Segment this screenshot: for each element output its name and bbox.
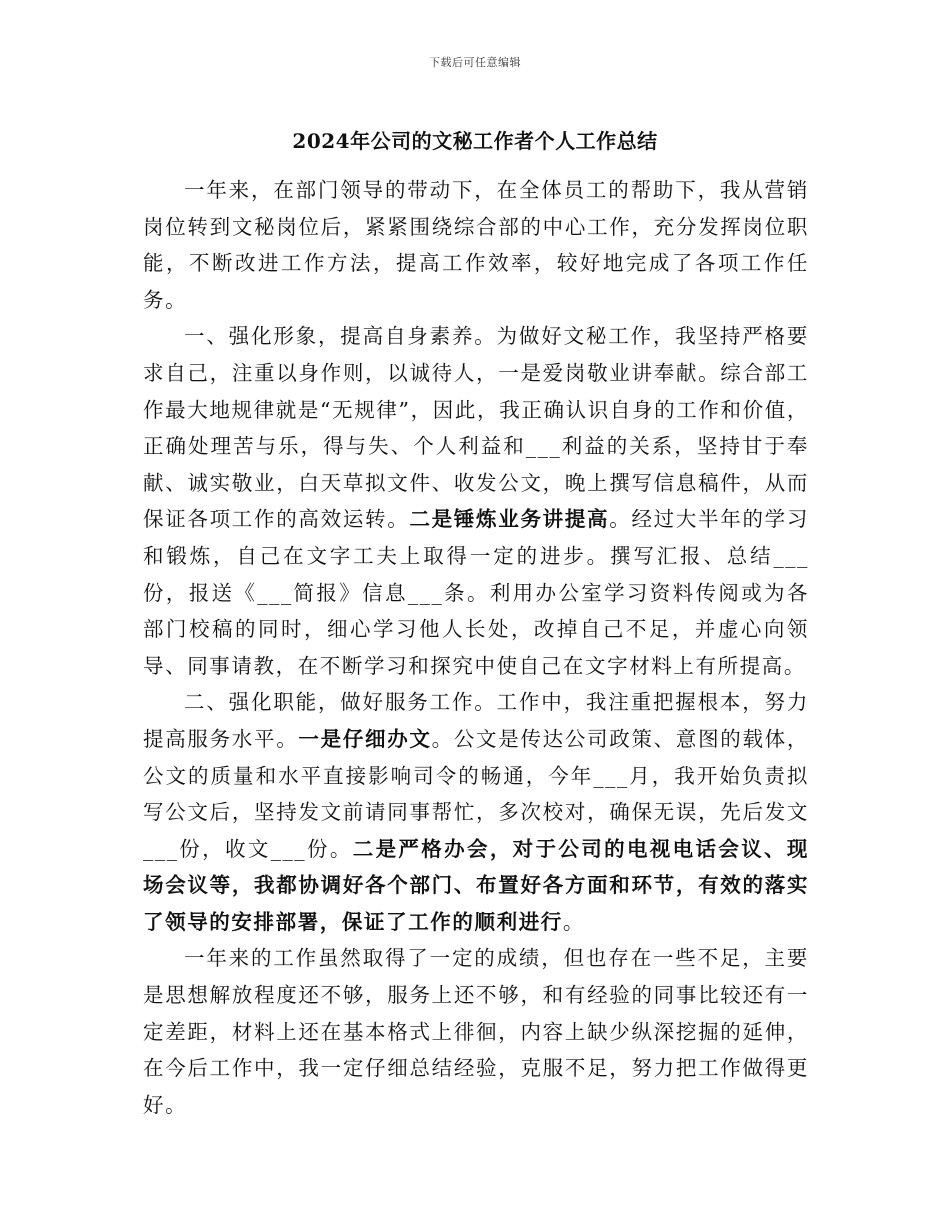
header-note: 下载后可任意编辑 [429, 56, 521, 69]
paragraph-text: 。经过大半年的学习和锻炼，自己在文字工夫上取得一定的进步。撰写汇报、总结___份，报送《___简报》信息___条。利用办公室学习资料传阅或为各部门校稿的同时，细心学习他人长处，改掉自己不足，并虚心向领导、同事请教，在不断学习和探究中使自己在文字材料上有所提高。 [143, 507, 809, 678]
paragraph-text: 一年来，在部门领导的带动下，在全体员工的帮助下，我从营销岗位转到文秘岗位后，紧紧围绕综合部的中心工作，充分发挥岗位职能，不断改进工作方法，提高工作效率，较好地完成了各项工作任务。 [143, 178, 809, 312]
paragraph-intro [143, 172, 809, 318]
document-body [143, 172, 809, 1123]
paragraph-section-two [143, 684, 809, 940]
paragraph-section-one [143, 318, 809, 684]
paragraph-conclusion [143, 940, 809, 1123]
bold-heading-text: 二是锤炼业务讲提高 [409, 507, 610, 532]
paragraph-text: 。 [562, 909, 586, 934]
bold-heading-text: 一是仔细办文 [298, 726, 432, 751]
paragraph-text: 一、强化形象，提高自身素养。为做好文秘工作，我坚持严格要求自己，注重以身作则，以诚待人，一是爱岗敬业讲奉献。综合部工作最大地规律就是“无规律”，因此，我正确认识自身的工作和价值，正确处理苦与乐，得与失、个人利益和___利益的关系，坚持甘于奉献、诚实敬业，白天草拟文件、收发公文，晚上撰写信息稿件，从而保证各项工作的高效运转。 [143, 324, 809, 532]
paragraph-text: 二、强化职能，做好服务工作。工作中，我注重把握根本，努力提高服务水平。 [143, 690, 809, 751]
paragraph-text: 一年来的工作虽然取得了一定的成绩，但也存在一些不足，主要是思想解放程度还不够，服务上还不够，和有经验的同事比较还有一定差距，材料上还在基本格式上徘徊，内容上缺少纵深挖掘的延伸，在今后工作中，我一定仔细总结经验，克服不足，努力把工作做得更好。 [143, 946, 809, 1117]
paragraph-text: 。公文是传达公司政策、意图的载体，公文的质量和水平直接影响司令的畅通，今年___月，我开始负责拟写公文后，坚持发文前请同事帮忙，多次校对，确保无误，先后发文___份，收文___份。 [143, 726, 809, 861]
bold-heading-text: 二是严格办会，对于公司的电视电话会议、现场会议等，我都协调好各个部门、布置好各方面和环节，有效的落实了领导的安排部署，保证了工作的顺利进行 [143, 836, 810, 934]
document-title: 2024年公司的文秘工作者个人工作总结 [292, 129, 658, 153]
